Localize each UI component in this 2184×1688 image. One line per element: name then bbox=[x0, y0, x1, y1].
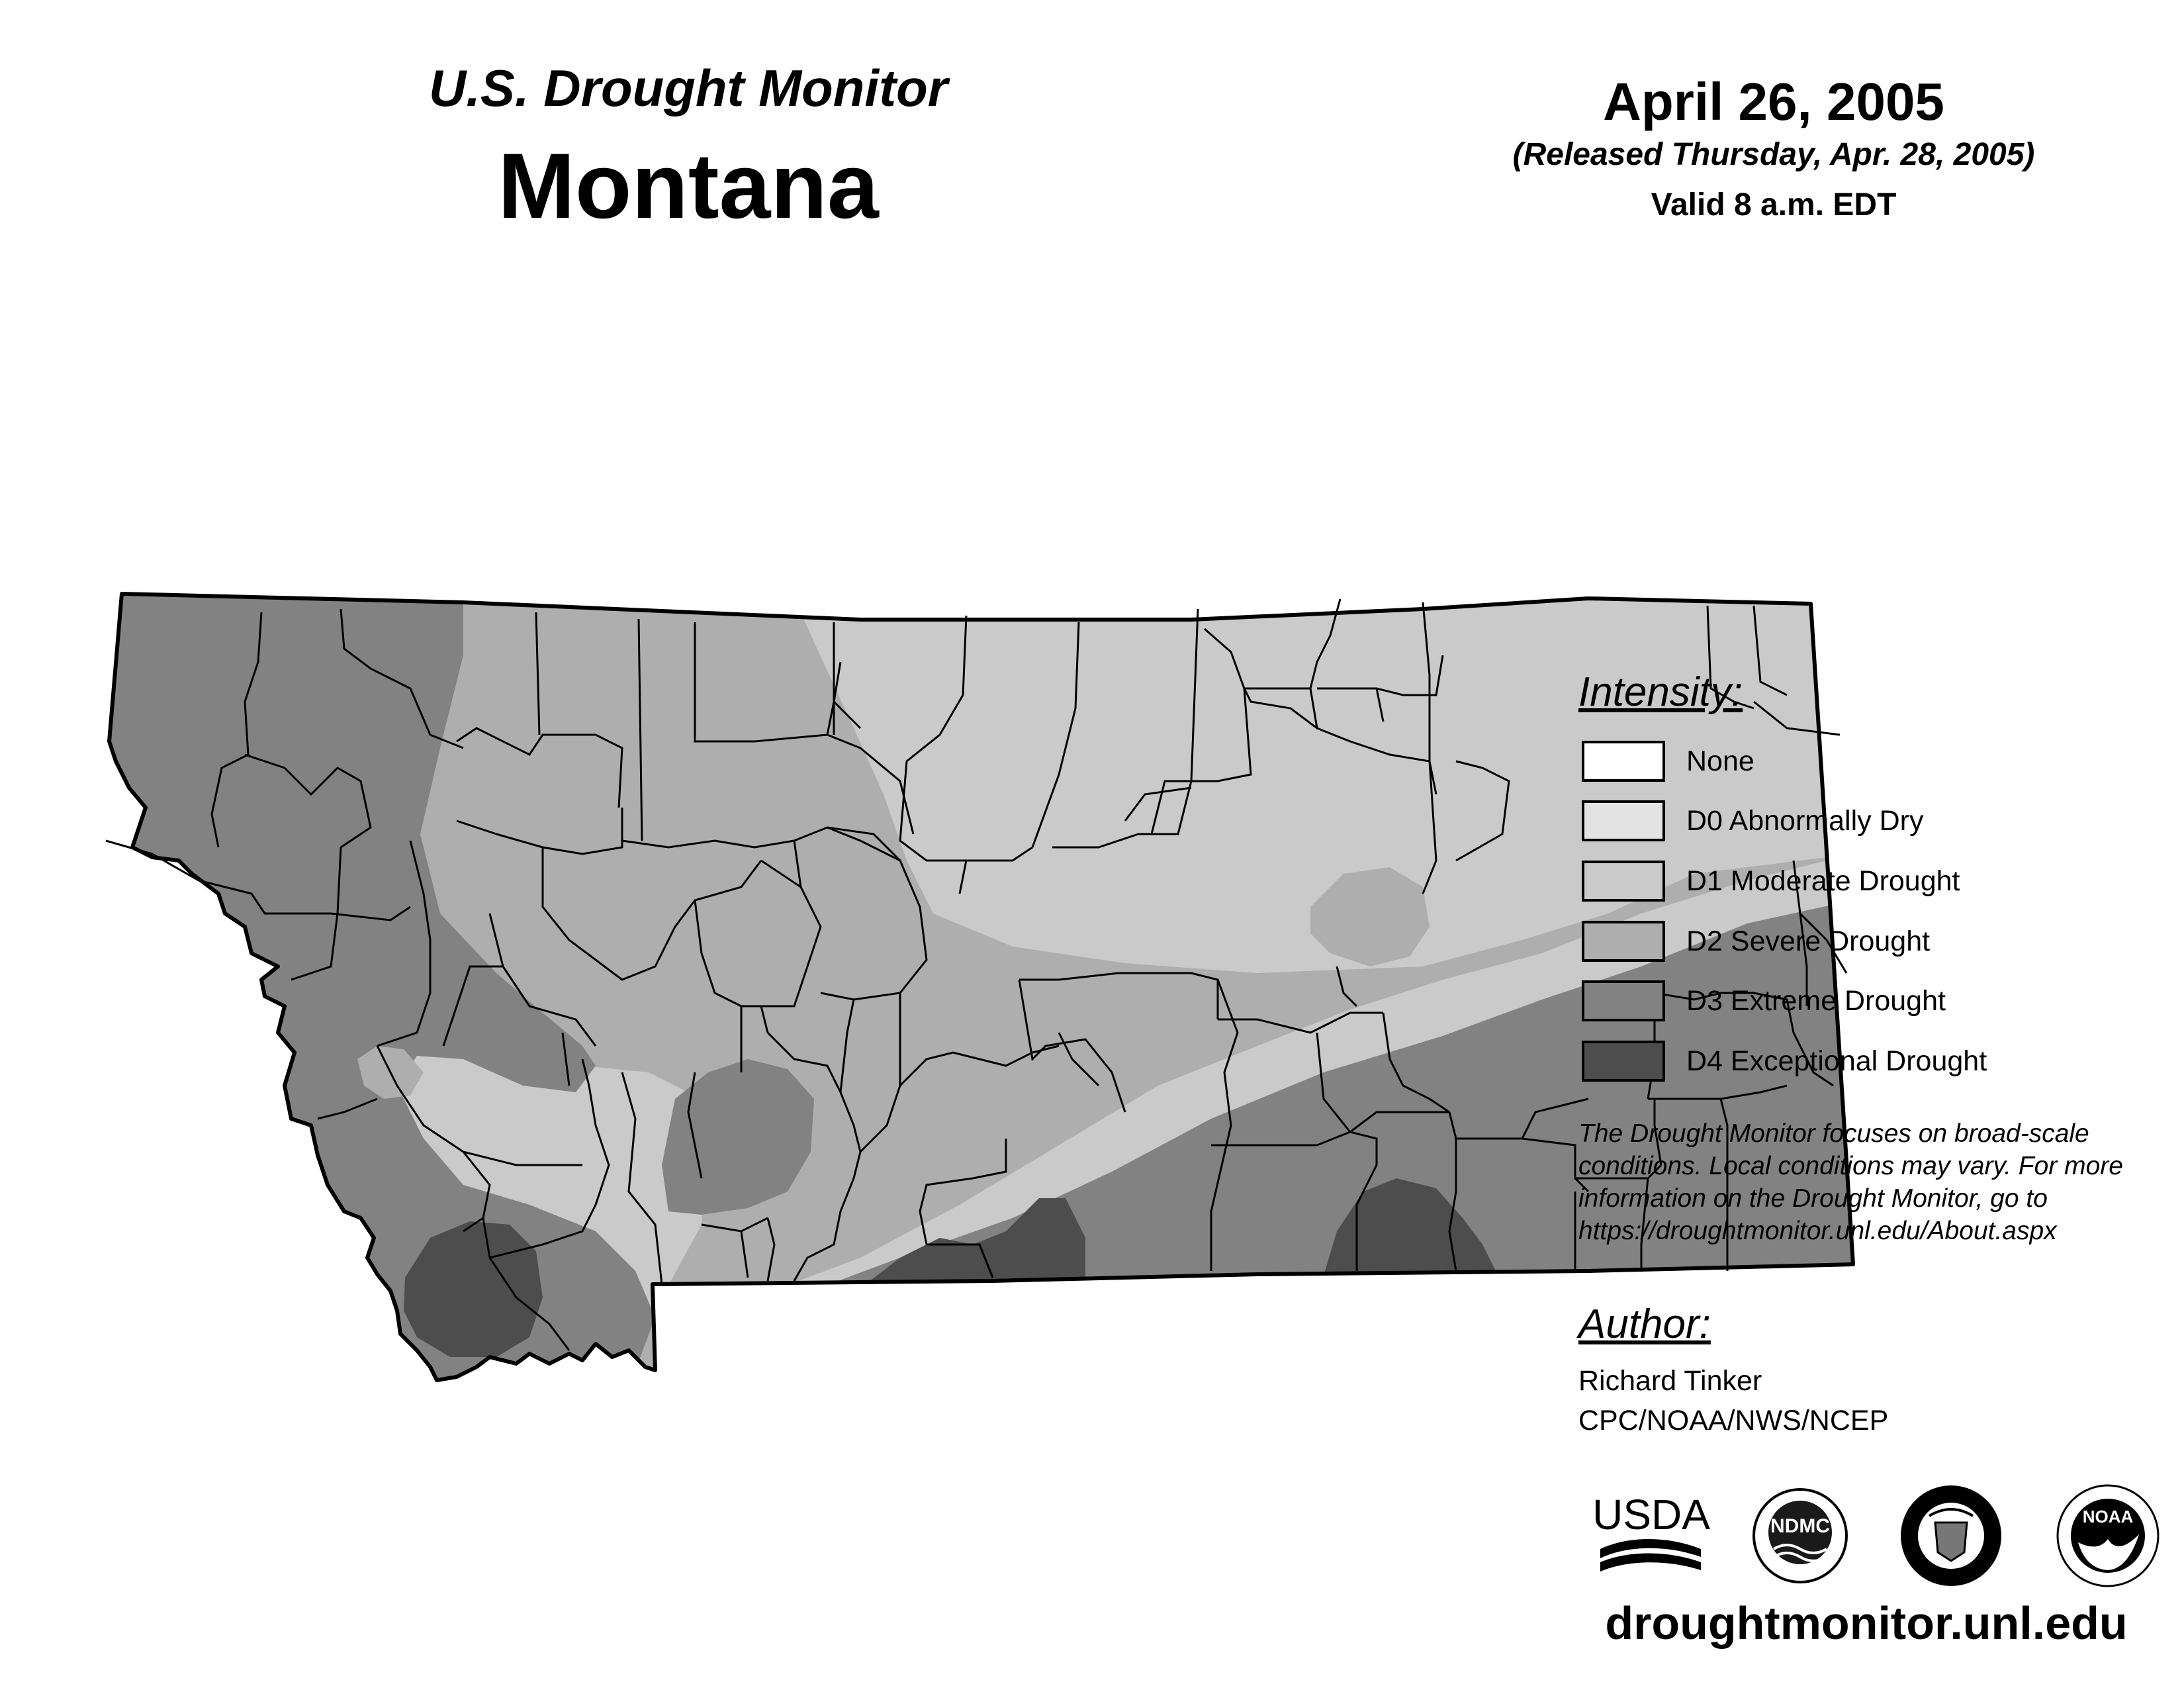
note-line: information on the Drought Monitor, go to bbox=[1578, 1184, 2048, 1213]
author-org: CPC/NOAA/NWS/NCEP bbox=[1578, 1405, 1889, 1436]
ndmc-label: NDMC bbox=[1770, 1515, 1830, 1537]
legend-item-d1 bbox=[1582, 858, 1960, 904]
author-heading: Author: bbox=[1578, 1301, 1711, 1347]
noaa-label: NOAA bbox=[2082, 1507, 2134, 1526]
legend-item-d0 bbox=[1582, 798, 1923, 844]
note-line: The Drought Monitor focuses on broad-scale bbox=[1578, 1119, 2089, 1148]
legend-swatch-d0 bbox=[1582, 800, 1665, 841]
valid-time: Valid 8 a.m. EDT bbox=[1651, 187, 1897, 222]
note-link[interactable]: https://droughtmonitor.unl.edu/About.aspx bbox=[1578, 1217, 2057, 1245]
legend-item-d3 bbox=[1582, 978, 1946, 1024]
legend-label: D4 Exceptional Drought bbox=[1686, 1045, 1987, 1077]
usda-wordmark: USDA bbox=[1592, 1491, 1710, 1538]
legend-label: None bbox=[1686, 745, 1754, 777]
website-link[interactable]: droughtmonitor.unl.edu bbox=[1605, 1597, 2128, 1649]
legend-swatch-none bbox=[1582, 741, 1665, 782]
author-block bbox=[1578, 1361, 1888, 1440]
note-line: conditions. Local conditions may vary. For more bbox=[1578, 1152, 2123, 1180]
legend-swatch-d2 bbox=[1582, 921, 1665, 962]
noaa-logo bbox=[2058, 1485, 2158, 1586]
legend-label: D2 Severe Drought bbox=[1686, 925, 1931, 957]
legend-swatch-d1 bbox=[1582, 861, 1665, 902]
legend-swatch-d3 bbox=[1582, 980, 1665, 1021]
map-subtitle: U.S. Drought Monitor bbox=[428, 59, 948, 117]
legend-item-none bbox=[1582, 738, 1754, 784]
author-name: Richard Tinker bbox=[1578, 1365, 1762, 1397]
ndmc-logo bbox=[1754, 1489, 1846, 1582]
legend-swatch-d4 bbox=[1582, 1041, 1665, 1082]
usda-logo bbox=[1592, 1491, 1710, 1571]
map-title: Montana bbox=[498, 134, 879, 238]
legend-label: D3 Extreme Drought bbox=[1686, 984, 1946, 1017]
map-date: April 26, 2005 bbox=[1603, 72, 1944, 131]
legend-heading: Intensity: bbox=[1578, 669, 1743, 715]
commerce-seal bbox=[1901, 1485, 2001, 1586]
legend-label: D0 Abnormally Dry bbox=[1686, 804, 1924, 837]
disclaimer-note bbox=[1578, 1117, 2174, 1247]
legend-item-d4 bbox=[1582, 1038, 1987, 1084]
release-date: (Released Thursday, Apr. 28, 2005) bbox=[1512, 137, 2035, 172]
legend-item-d2 bbox=[1582, 918, 1930, 964]
legend-label: D1 Moderate Drought bbox=[1686, 865, 1960, 897]
